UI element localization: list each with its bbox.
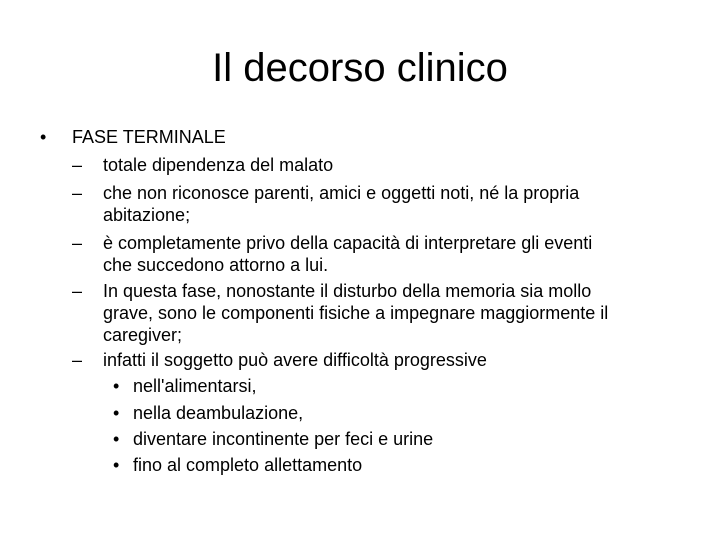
dash-marker: –: [72, 183, 83, 203]
sub-list-item: diventare incontinente per feci e urine: [133, 429, 434, 449]
list-item-continuation: abitazione;: [103, 205, 191, 225]
dash-marker: –: [72, 233, 83, 253]
list-item-continuation: che succedono attorno a lui.: [103, 255, 329, 275]
list-item: infatti il soggetto può avere difficoltà progressive: [103, 350, 487, 370]
sub-list-item: nell'alimentarsi,: [133, 376, 257, 396]
sub-bullet-marker: •: [113, 429, 120, 449]
bullet-fase-terminale: FASE TERMINALE: [72, 127, 226, 147]
list-item: è completamente privo della capacità di interpretare gli eventi: [103, 233, 593, 253]
dash-marker: –: [72, 155, 83, 175]
sub-list-item: nella deambulazione,: [133, 403, 304, 423]
list-item-continuation: grave, sono le componenti fisiche a impegnare maggiormente il: [103, 303, 609, 323]
dash-marker: –: [72, 281, 83, 301]
sub-bullet-marker: •: [113, 376, 120, 396]
list-item: In questa fase, nonostante il disturbo della memoria sia mollo: [103, 281, 592, 301]
list-item-continuation: caregiver;: [103, 325, 183, 345]
slide-title: Il decorso clinico: [212, 46, 508, 90]
list-item: totale dipendenza del malato: [103, 155, 334, 175]
bullet-marker: •: [40, 127, 47, 147]
list-item: che non riconosce parenti, amici e oggetti noti, né la propria: [103, 183, 580, 203]
dash-marker: –: [72, 350, 83, 370]
sub-bullet-marker: •: [113, 455, 120, 475]
sub-bullet-marker: •: [113, 403, 120, 423]
sub-list-item: fino al completo allettamento: [133, 455, 363, 475]
